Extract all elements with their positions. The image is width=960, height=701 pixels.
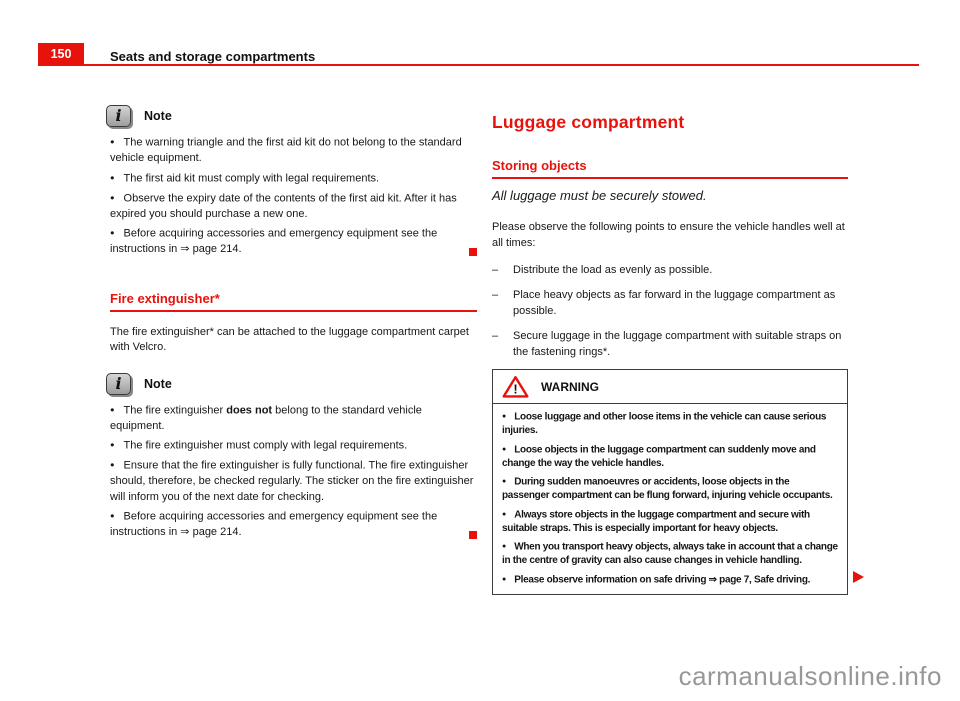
note-bullet-text: Before acquiring accessories and emergency equipment see the instructions in ⇒ page 214. <box>110 510 438 538</box>
warning-body <box>493 404 847 594</box>
warning-bullet <box>502 410 838 438</box>
note-header <box>106 373 477 395</box>
dash-marker-icon: – <box>492 289 499 301</box>
note-bullet-text: Before acquiring accessories and emergency equipment see the instructions in ⇒ page 214. <box>110 227 438 255</box>
note-bullet-bold-text: does not <box>226 404 273 416</box>
warning-triangle-icon <box>502 375 529 399</box>
dash-item-text: Secure luggage in the luggage compartment with suitable straps on the fastening rings*. <box>513 330 842 358</box>
warning-bullet <box>502 573 838 587</box>
warning-bullet-text: Loose luggage and other loose items in the vehicle can cause serious injuries. <box>502 411 827 436</box>
dash-item-text: Place heavy objects as far forward in the luggage compartment as possible. <box>513 289 836 317</box>
bullet-dot-icon: ● <box>502 543 507 550</box>
storing-objects-subheading: Storing objects <box>492 158 848 179</box>
warning-header <box>493 370 847 404</box>
bullet-dot-icon: ● <box>110 192 115 202</box>
note-bullet-text: The first aid kit must comply with legal requirements. <box>123 172 380 184</box>
bullet-dot-icon: ● <box>502 575 507 583</box>
note-bullet <box>110 402 477 435</box>
note-bullet <box>110 134 477 167</box>
svg-text:!: ! <box>513 381 518 397</box>
continued-next-page-arrow-icon <box>853 571 864 583</box>
bullet-dot-icon: ● <box>502 478 507 485</box>
section-end-marker-icon <box>469 248 477 256</box>
bullet-dot-icon: ● <box>110 172 115 182</box>
note-bullet-text: Observe the expiry date of the contents of the first aid kit. After it has expired you should purchase a new one. <box>110 192 457 220</box>
note-bullet-text: Ensure that the fire extinguisher is fully functional. The fire extinguisher should, therefore, be checked regularly. The sticker on the fire extinguisher will inform you of the next date for checking. <box>110 459 474 503</box>
page-number-badge: 150 <box>38 43 84 66</box>
bullet-dot-icon: ● <box>502 413 507 420</box>
bullet-dot-icon: ● <box>110 460 115 469</box>
warning-bullet <box>502 508 838 536</box>
bullet-dot-icon: ● <box>110 511 115 520</box>
note-bullet-text: The warning triangle and the first aid kit do not belong to the standard vehicle equipment. <box>110 136 462 164</box>
dash-marker-icon: – <box>492 330 499 342</box>
warning-bullet-text: Always store objects in the luggage compartment and secure with suitable straps. This is especially important for heavy objects. <box>502 509 810 534</box>
header-rule <box>84 64 919 66</box>
bullet-dot-icon: ● <box>502 510 507 518</box>
right-column <box>492 105 848 595</box>
warning-bullet <box>502 540 838 568</box>
note-title: Note <box>144 109 172 123</box>
fire-extinguisher-heading: Fire extinguisher* <box>110 291 477 312</box>
note-title: Note <box>144 376 172 391</box>
dash-list-item <box>492 328 848 360</box>
dash-item-text: Distribute the load as evenly as possible. <box>513 264 713 276</box>
info-icon <box>106 105 131 127</box>
dash-list-item <box>492 262 848 278</box>
note-header <box>106 105 477 127</box>
note-bullet <box>110 508 477 541</box>
left-column <box>110 105 477 544</box>
section-end-marker-icon <box>469 531 477 539</box>
warning-box <box>492 369 848 595</box>
warning-bullet-text: During sudden manoeuvres or accidents, loose objects in the passenger compartment can be flung forward, injuring vehicle occupants. <box>502 476 833 501</box>
warning-bullet-text: Loose objects in the luggage compartment can suddenly move and change the way the vehicle handles. <box>502 444 816 469</box>
storing-lead-sentence: All luggage must be securely stowed. <box>492 188 707 203</box>
warning-bullet-text: When you transport heavy objects, always take in account that a change in the centre of gravity can also cause changes in vehicle handling. <box>502 541 838 566</box>
luggage-compartment-heading: Luggage compartment <box>492 112 685 132</box>
note-bullet <box>110 457 477 505</box>
warning-bullet <box>502 475 838 503</box>
note-bullet <box>110 190 477 223</box>
note-bullet-text: The fire extinguisher must comply with legal requirements. <box>123 439 408 452</box>
watermark: carmanualsonline.info <box>678 661 942 691</box>
info-icon-glyph: i <box>115 373 122 393</box>
chapter-title: Seats and storage compartments <box>110 49 316 64</box>
fire-extinguisher-paragraph: The fire extinguisher* can be attached to the luggage compartment carpet with Velcro. <box>110 325 469 353</box>
storing-intro-paragraph: Please observe the following points to ensure the vehicle handles well at all times: <box>492 221 845 249</box>
dash-marker-icon: – <box>492 264 499 276</box>
note-bullet <box>110 170 477 187</box>
bullet-dot-icon: ● <box>110 440 115 449</box>
warning-bullet <box>502 443 838 471</box>
info-icon-glyph: i <box>115 106 122 125</box>
bullet-dot-icon: ● <box>110 404 115 414</box>
note-bullet-text: The fire extinguisher <box>123 404 227 416</box>
info-icon <box>106 373 131 395</box>
bullet-dot-icon: ● <box>110 228 115 237</box>
note-bullet <box>110 437 477 454</box>
note-bullet <box>110 225 477 258</box>
dash-list-item <box>492 287 848 319</box>
note-bullet-text: belong to the standard vehicle equipment. <box>110 404 422 432</box>
warning-title: WARNING <box>541 380 599 394</box>
bullet-dot-icon: ● <box>110 137 115 146</box>
bullet-dot-icon: ● <box>502 445 507 453</box>
warning-bullet-text: Please observe information on safe driving ⇒ page 7, Safe driving. <box>514 574 811 585</box>
